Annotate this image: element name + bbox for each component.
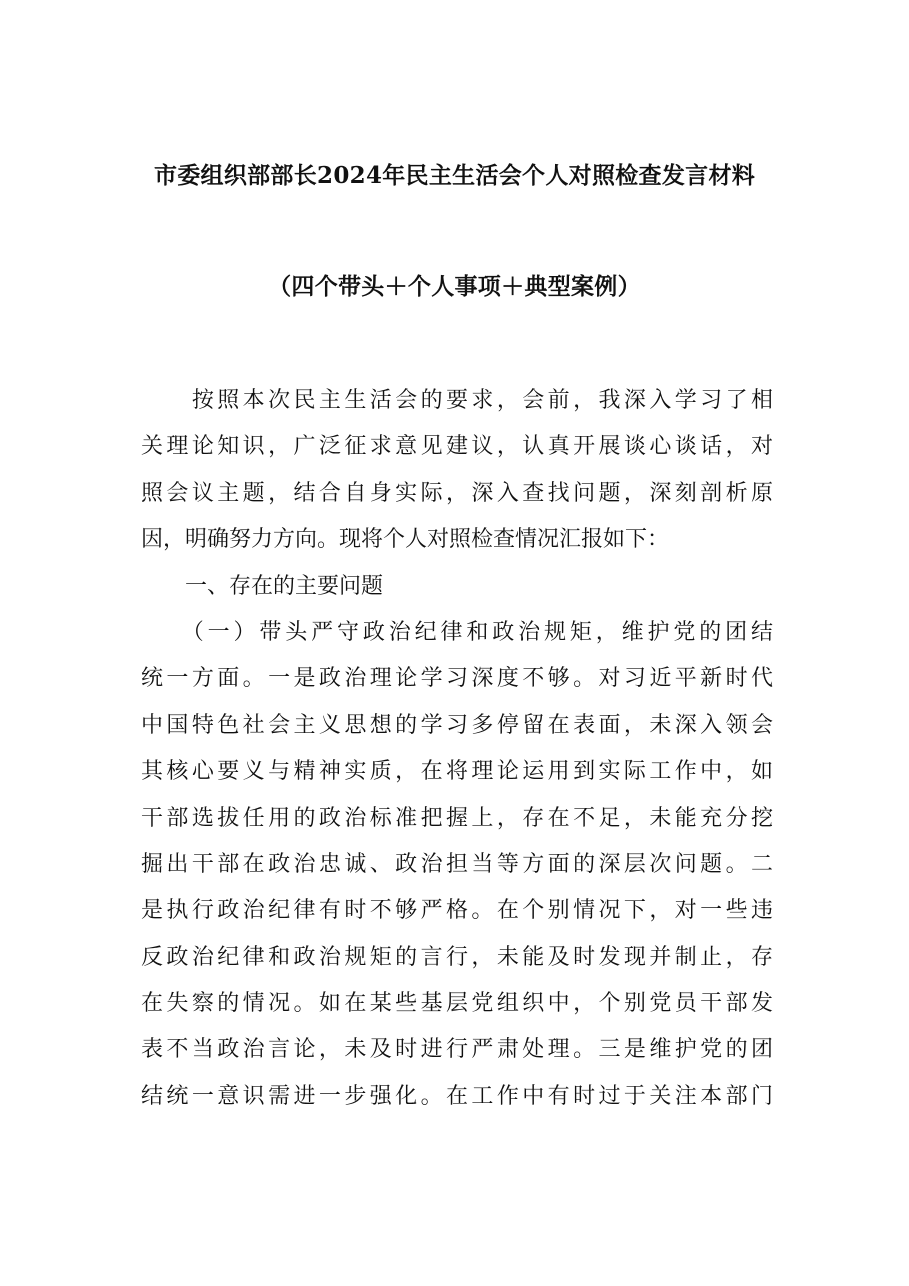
body-line: 中国特色社会主义思想的学习多停留在表面，未深入领会 <box>141 712 773 738</box>
body-line: 是执行政治纪律有时不够严格。在个别情况下，对一些违 <box>141 898 773 924</box>
body-line: 结统一意识需进一步强化。在工作中有时过于关注本部门 <box>141 1083 773 1109</box>
document-subtitle: （四个带头＋个人事项＋典型案例） <box>268 273 641 300</box>
body-line: （一）带头严守政治纪律和政治规矩，维护党的团结 <box>141 619 773 645</box>
body-line: 在失察的情况。如在某些基层党组织中，个别党员干部发 <box>141 991 773 1017</box>
body-line: 其核心要义与精神实质，在将理论运用到实际工作中，如 <box>141 759 773 785</box>
body-line: 反政治纪律和政治规矩的言行，未能及时发现并制止，存 <box>141 944 773 970</box>
body-line: 统一方面。一是政治理论学习深度不够。对习近平新时代 <box>141 666 773 692</box>
section-heading: 一、存在的主要问题 <box>141 573 384 599</box>
document-body <box>141 378 773 1120</box>
body-line: 掘出干部在政治忠诚、政治担当等方面的深层次问题。二 <box>141 851 773 877</box>
body-line: 表不当政治言论，未及时进行严肃处理。三是维护党的团 <box>141 1037 773 1063</box>
body-line: 关理论知识，广泛征求意见建议，认真开展谈心谈话，对 <box>141 434 773 460</box>
body-line: 干部选拔任用的政治标准把握上，存在不足，未能充分挖 <box>141 805 773 831</box>
document-title: 市委组织部部长2024年民主生活会个人对照检查发言材料 <box>153 162 756 189</box>
body-line: 按照本次民主生活会的要求，会前，我深入学习了相 <box>141 388 773 413</box>
body-line: 因，明确努力方向。现将个人对照检查情况汇报如下： <box>141 527 670 553</box>
body-line: 照会议主题，结合自身实际，深入查找问题，深刻剖析原 <box>141 480 773 506</box>
